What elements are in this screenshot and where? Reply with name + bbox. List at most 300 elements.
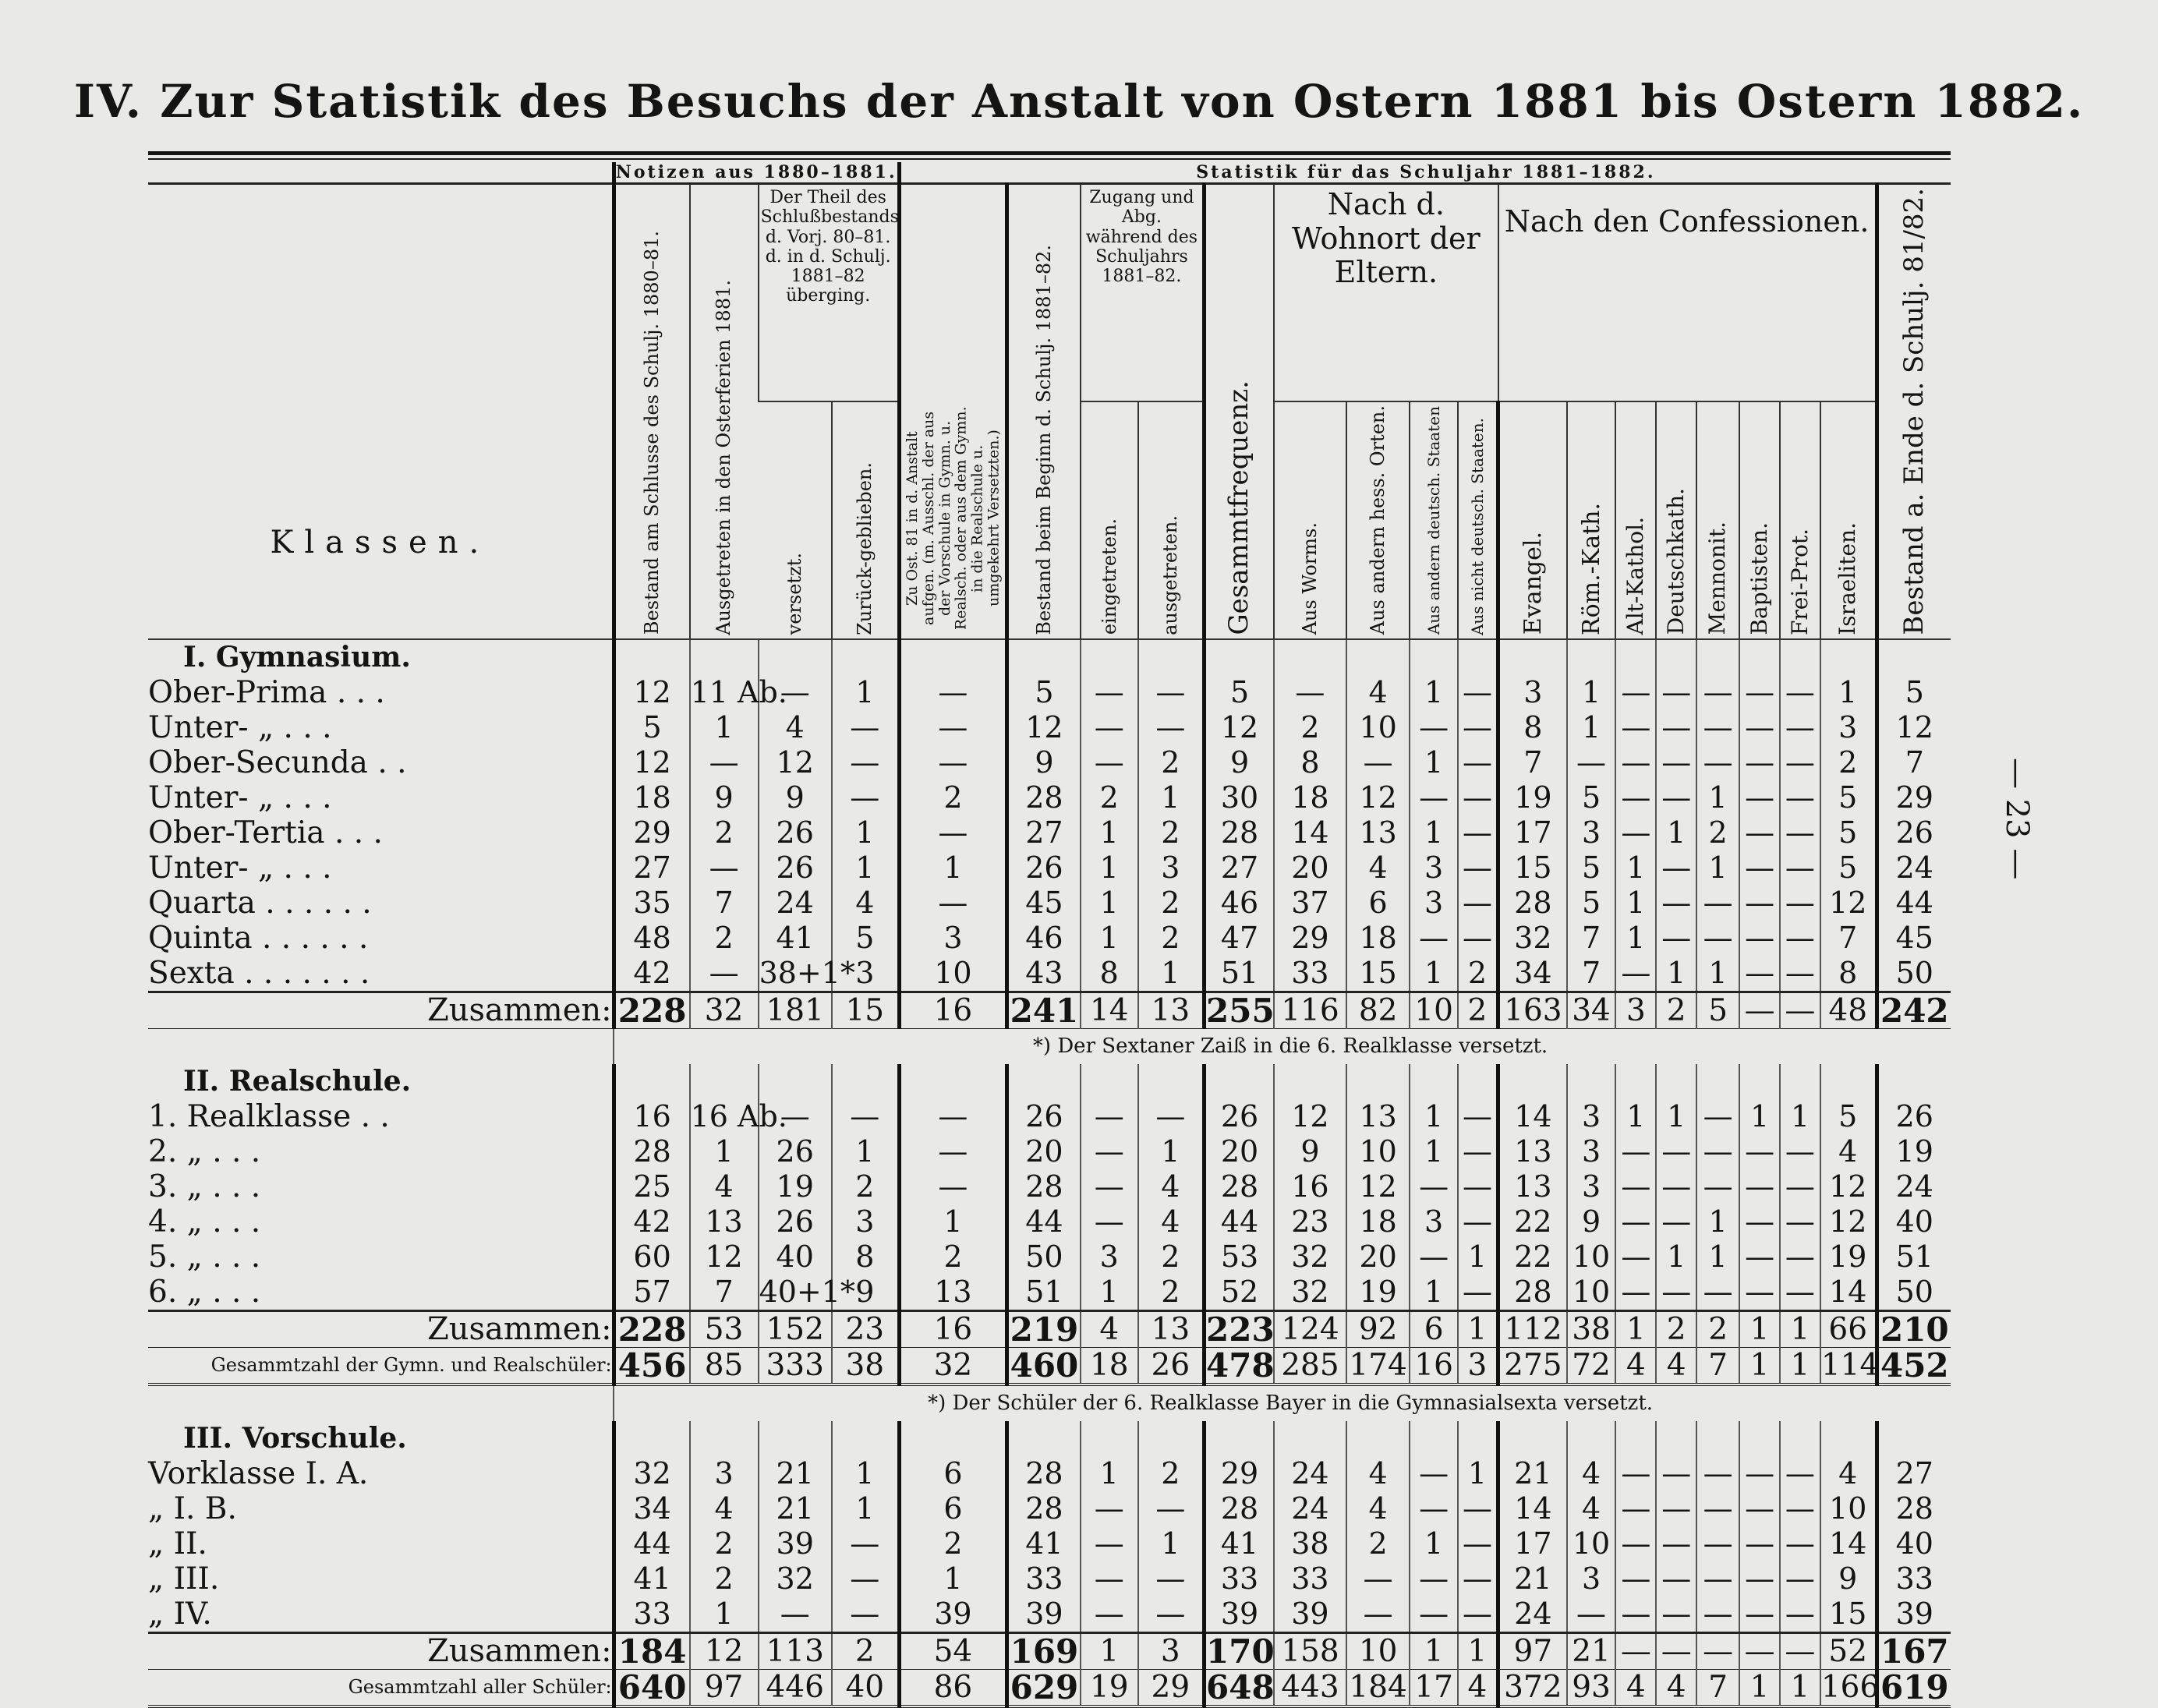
table-cell: 28 xyxy=(1007,1456,1081,1491)
table-row-label: „ I. B. xyxy=(148,1491,237,1526)
table-cell: — xyxy=(1739,1491,1780,1526)
table-cell: 21 xyxy=(1567,1632,1616,1669)
empty-cell xyxy=(1346,639,1410,675)
table-cell: 1 xyxy=(690,1134,759,1169)
empty-cell xyxy=(759,1064,832,1099)
table-cell: — xyxy=(1739,815,1780,850)
empty-cell xyxy=(1458,1421,1498,1456)
table-cell: 29 xyxy=(614,815,689,850)
table-cell: — xyxy=(1780,1491,1820,1526)
table-cell: 47 xyxy=(1205,921,1275,956)
table-cell: — xyxy=(1780,956,1820,992)
table-cell: 10 xyxy=(1567,1275,1616,1311)
sum-row-label: Zusammen: xyxy=(148,1632,614,1669)
table-cell: 18 xyxy=(1346,1204,1410,1239)
table-cell: — xyxy=(1615,780,1656,815)
table-cell: 3 xyxy=(1498,675,1567,710)
table-cell: 41 xyxy=(1205,1526,1275,1561)
table-cell: 22 xyxy=(1498,1239,1567,1275)
empty-cell xyxy=(899,1064,1006,1099)
table-cell: — xyxy=(1458,1134,1498,1169)
table-cell: — xyxy=(1656,1561,1696,1597)
table-cell: 15 xyxy=(1498,850,1567,886)
table-cell: — xyxy=(1567,1597,1616,1633)
empty-cell xyxy=(1205,639,1275,675)
table-cell: 3 xyxy=(1567,1561,1616,1597)
table-cell: 19 xyxy=(1346,1275,1410,1311)
empty-cell xyxy=(1877,639,1951,675)
table-cell: 5 xyxy=(1567,780,1616,815)
table-cell: 4 xyxy=(690,1491,759,1526)
col-aufgenommen: Zu Ost. 81 in d. Anstalt aufgen. (m. Ausschl. der aus der Vorschule in Gymn. u. Realsch. oder aus dem Gymn. in die Realschule u. umgekehrt Versetzten.) xyxy=(899,184,1006,639)
table-cell: 174 xyxy=(1346,1347,1410,1384)
table-cell: — xyxy=(1739,1597,1780,1633)
empty-cell xyxy=(1739,1421,1780,1456)
table-cell: 1 xyxy=(1081,850,1138,886)
empty-cell xyxy=(1410,1421,1457,1456)
empty-cell xyxy=(1346,1421,1410,1456)
table-cell: — xyxy=(1410,780,1457,815)
table-cell: 21 xyxy=(1498,1456,1567,1491)
table-cell: 13 xyxy=(1498,1169,1567,1204)
table-cell: 1 xyxy=(1458,1632,1498,1669)
table-cell: 228 xyxy=(614,992,689,1028)
table-cell: — xyxy=(1739,921,1780,956)
klassen-header: Klassen. xyxy=(148,184,614,639)
table-cell: 4 xyxy=(1346,675,1410,710)
table-cell: 124 xyxy=(1274,1310,1346,1347)
table-cell: 241 xyxy=(1007,992,1081,1028)
table-cell: 5 xyxy=(1820,850,1877,886)
table-cell: 53 xyxy=(1205,1239,1275,1275)
table-cell: 8 xyxy=(832,1239,899,1275)
table-cell: 23 xyxy=(832,1310,899,1347)
table-cell: 2 xyxy=(690,815,759,850)
col-bestand-ende: Bestand a. Ende d. Schulj. 81/82. xyxy=(1877,184,1951,639)
table-row xyxy=(148,710,1951,745)
table-cell: 1 xyxy=(1780,1347,1820,1384)
table-cell: 26 xyxy=(759,1204,832,1239)
table-cell: 1 xyxy=(899,1561,1006,1597)
table-cell: — xyxy=(1739,1204,1780,1239)
table-cell: 3 xyxy=(1410,850,1457,886)
table-cell: 9 xyxy=(1820,1561,1877,1597)
table-cell: — xyxy=(1780,1632,1820,1669)
table-cell: 1 xyxy=(1739,1099,1780,1134)
table-cell: — xyxy=(1696,1491,1739,1526)
table-cell: 12 xyxy=(690,1632,759,1669)
table-cell: — xyxy=(1696,1169,1739,1204)
empty-cell xyxy=(1138,1064,1205,1099)
table-cell: — xyxy=(1739,780,1780,815)
table-cell: 33 xyxy=(1274,1561,1346,1597)
table-cell: 7 xyxy=(1696,1669,1739,1706)
table-cell: 20 xyxy=(1346,1239,1410,1275)
table-cell: 223 xyxy=(1205,1310,1275,1347)
table-cell: 4 xyxy=(1567,1456,1616,1491)
table-row-label: Ober-Tertia . . . xyxy=(148,815,383,850)
table-cell: 452 xyxy=(1877,1347,1951,1384)
table-cell: 60 xyxy=(614,1239,689,1275)
table-cell: 3 xyxy=(832,956,899,992)
table-cell: 28 xyxy=(1205,1169,1275,1204)
table-cell: 26 xyxy=(1877,815,1951,850)
table-cell: 2 xyxy=(1138,815,1205,850)
table-row-label: 6. „ . . . xyxy=(148,1274,261,1310)
table-cell: 1 xyxy=(1081,1275,1138,1311)
group-notizen: Notizen aus 1880–1881. xyxy=(614,162,899,184)
table-cell: 39 xyxy=(1274,1597,1346,1633)
table-cell: — xyxy=(1739,1239,1780,1275)
empty-cell xyxy=(1498,1421,1567,1456)
table-cell: 26 xyxy=(1007,1099,1081,1134)
table-cell: — xyxy=(1458,1491,1498,1526)
table-cell: — xyxy=(1656,710,1696,745)
table-row-label: „ II. xyxy=(148,1526,207,1561)
table-cell: 32 xyxy=(1274,1239,1346,1275)
table-cell: 1 xyxy=(1410,815,1457,850)
table-cell: 167 xyxy=(1877,1632,1951,1669)
table-cell: — xyxy=(1656,1456,1696,1491)
table-cell: 28 xyxy=(1498,1275,1567,1311)
table-cell: 19 xyxy=(1081,1669,1138,1706)
empty-cell xyxy=(1780,1064,1820,1099)
table-cell: — xyxy=(1780,815,1820,850)
table-cell: 1 xyxy=(1410,1275,1457,1311)
table-cell: 3 xyxy=(1567,815,1616,850)
empty-cell xyxy=(1458,1064,1498,1099)
table-cell: 39 xyxy=(1205,1597,1275,1633)
table-cell: 15 xyxy=(832,992,899,1028)
table-cell: 3 xyxy=(1567,1169,1616,1204)
table-cell: 4 xyxy=(1346,850,1410,886)
table-cell: 41 xyxy=(614,1561,689,1597)
col-bestand-beginn: Bestand beim Beginn d. Schulj. 1881–82. xyxy=(1007,184,1081,639)
table-cell: 33 xyxy=(614,1597,689,1633)
table-cell: 4 xyxy=(690,1169,759,1204)
table-cell: — xyxy=(1780,1169,1820,1204)
table-cell: 4 xyxy=(1615,1669,1656,1706)
table-cell: 1 xyxy=(1780,1669,1820,1706)
table-cell: — xyxy=(1458,675,1498,710)
table-cell: 39 xyxy=(759,1526,832,1561)
empty-cell xyxy=(1820,639,1877,675)
table-cell: 12 xyxy=(614,675,689,710)
table-cell: 1 xyxy=(832,850,899,886)
empty-cell xyxy=(690,1421,759,1456)
table-cell: — xyxy=(1780,675,1820,710)
table-cell: 5 xyxy=(1007,675,1081,710)
table-cell: — xyxy=(1656,850,1696,886)
table-cell: 32 xyxy=(899,1347,1006,1384)
table-cell: 42 xyxy=(614,956,689,992)
table-cell: 10 xyxy=(1346,1134,1410,1169)
table-cell: — xyxy=(1615,1561,1656,1597)
table-cell: 5 xyxy=(1820,815,1877,850)
table-cell: 9 xyxy=(690,780,759,815)
header-row xyxy=(148,184,1951,402)
table-cell: 2 xyxy=(832,1632,899,1669)
table-cell: — xyxy=(1081,1526,1138,1561)
table-cell: 86 xyxy=(899,1669,1006,1706)
table-cell: 1 xyxy=(1696,1204,1739,1239)
table-cell: 1 xyxy=(832,815,899,850)
table-cell: 44 xyxy=(614,1526,689,1561)
empty-cell xyxy=(759,639,832,675)
table-cell: 29 xyxy=(1274,921,1346,956)
table-cell: 7 xyxy=(690,1275,759,1311)
table-cell: 1 xyxy=(1696,1239,1739,1275)
sum-row-label: Zusammen: xyxy=(148,992,614,1028)
empty-cell xyxy=(1739,1064,1780,1099)
table-cell: 1 xyxy=(1410,1099,1457,1134)
table-row xyxy=(148,921,1951,956)
table-cell: 1 xyxy=(1615,886,1656,921)
table-cell: 2 xyxy=(690,921,759,956)
table-cell: — xyxy=(1780,745,1820,780)
table-cell: 2 xyxy=(1696,815,1739,850)
table-cell: — xyxy=(1696,745,1739,780)
grand-total-row-label: Gesammtzahl aller Schüler: xyxy=(148,1669,614,1706)
table-cell: 3 xyxy=(1138,1632,1205,1669)
table-cell: 9 xyxy=(1567,1204,1616,1239)
table-cell: 4 xyxy=(1820,1456,1877,1491)
table-cell: 3 xyxy=(1138,850,1205,886)
table-cell: 1 xyxy=(832,1491,899,1526)
empty-cell xyxy=(1780,1421,1820,1456)
section-title: III. Vorschule. xyxy=(183,1421,407,1455)
table-cell: — xyxy=(690,745,759,780)
table-cell: 112 xyxy=(1498,1310,1567,1347)
table-cell: — xyxy=(1615,1491,1656,1526)
table-cell: 5 xyxy=(1567,886,1616,921)
table-cell: — xyxy=(832,710,899,745)
empty-cell xyxy=(1820,1421,1877,1456)
table-cell: — xyxy=(1696,1275,1739,1311)
table-cell: 2 xyxy=(1458,992,1498,1028)
table-cell: 10 xyxy=(1567,1526,1616,1561)
table-cell: 4 xyxy=(1656,1669,1696,1706)
table-cell: — xyxy=(1780,1275,1820,1311)
table-cell: 14 xyxy=(1274,815,1346,850)
table-row xyxy=(148,1275,1951,1311)
table-cell: — xyxy=(899,815,1006,850)
table-row xyxy=(148,956,1951,992)
table-cell: 12 xyxy=(1346,780,1410,815)
table-cell: 1 xyxy=(1739,1310,1780,1347)
table-cell: 2 xyxy=(899,1239,1006,1275)
table-cell: 13 xyxy=(1498,1134,1567,1169)
table-row xyxy=(148,886,1951,921)
table-cell: 456 xyxy=(614,1347,689,1384)
table-cell: — xyxy=(1739,1561,1780,1597)
col-aus-andern: Aus andern hess. Orten. xyxy=(1346,401,1410,638)
table-cell: — xyxy=(690,850,759,886)
table-cell: 169 xyxy=(1007,1632,1081,1669)
empty-cell xyxy=(1274,1421,1346,1456)
empty-cell xyxy=(1274,1064,1346,1099)
table-cell: 2 xyxy=(899,1526,1006,1561)
table-cell: — xyxy=(1739,956,1780,992)
table-cell: 184 xyxy=(614,1632,689,1669)
col-frei: Frei-Prot. xyxy=(1780,401,1820,638)
empty-cell xyxy=(1205,1064,1275,1099)
table-cell: 10 xyxy=(899,956,1006,992)
grand-total-row xyxy=(148,1347,1951,1384)
table-row xyxy=(148,1526,1951,1561)
table-cell: 53 xyxy=(690,1310,759,1347)
table-cell: — xyxy=(1696,1456,1739,1491)
empty-cell xyxy=(832,1064,899,1099)
table-cell: — xyxy=(1615,1239,1656,1275)
table-cell: 97 xyxy=(690,1669,759,1706)
table-cell: 52 xyxy=(1205,1275,1275,1311)
table-cell: — xyxy=(1696,710,1739,745)
table-cell: 26 xyxy=(759,1134,832,1169)
table-cell: 8 xyxy=(1498,710,1567,745)
table-cell: 26 xyxy=(1205,1099,1275,1134)
table-cell: — xyxy=(1615,956,1656,992)
table-cell: 50 xyxy=(1007,1239,1081,1275)
table-cell: 50 xyxy=(1877,956,1951,992)
table-cell: 16 xyxy=(899,1310,1006,1347)
table-cell: 1 xyxy=(1138,780,1205,815)
table-cell: 39 xyxy=(1877,1597,1951,1633)
table-cell: 1 xyxy=(1138,1134,1205,1169)
table-cell: 18 xyxy=(614,780,689,815)
table-row xyxy=(148,1456,1951,1491)
table-cell: — xyxy=(1696,1099,1739,1134)
top-rule-thin xyxy=(148,158,1951,160)
table-cell: — xyxy=(1138,1491,1205,1526)
empty-cell xyxy=(1567,1421,1616,1456)
table-cell: 66 xyxy=(1820,1310,1877,1347)
table-cell: 93 xyxy=(1567,1669,1616,1706)
table-cell: 5 xyxy=(614,710,689,745)
table-cell: — xyxy=(1615,675,1656,710)
table-cell: 44 xyxy=(1007,1204,1081,1239)
empty-cell xyxy=(614,1421,689,1456)
table-cell: 14 xyxy=(1081,992,1138,1028)
table-cell: 38 xyxy=(1274,1526,1346,1561)
table-cell: 13 xyxy=(1138,1310,1205,1347)
table-cell: 24 xyxy=(1274,1491,1346,1526)
table-cell: 1 xyxy=(1615,850,1656,886)
table-cell: 28 xyxy=(1007,780,1081,815)
table-cell: — xyxy=(1780,1561,1820,1597)
table-row xyxy=(148,1099,1951,1134)
table-cell: — xyxy=(1615,710,1656,745)
table-cell: — xyxy=(1656,675,1696,710)
table-cell: 41 xyxy=(759,921,832,956)
table-row xyxy=(148,1239,1951,1275)
table-cell: 33 xyxy=(1205,1561,1275,1597)
table-cell: 26 xyxy=(759,815,832,850)
table-cell: — xyxy=(1656,780,1696,815)
table-row-label: 4. „ . . . xyxy=(148,1204,261,1239)
empty-cell xyxy=(1138,639,1205,675)
table-cell: — xyxy=(1615,1275,1656,1311)
table-cell: 15 xyxy=(1820,1597,1877,1633)
col-alt: Alt-Kathol. xyxy=(1615,401,1656,638)
empty-cell xyxy=(832,639,899,675)
section-header xyxy=(148,1421,1951,1456)
table-cell: 44 xyxy=(1877,886,1951,921)
table-row-label: Sexta . . . . . . . xyxy=(148,955,370,991)
table-cell: — xyxy=(1410,710,1457,745)
table-cell: 32 xyxy=(1274,1275,1346,1311)
table-cell: 27 xyxy=(1007,815,1081,850)
table-cell: 34 xyxy=(1567,992,1616,1028)
table-cell: 72 xyxy=(1567,1347,1616,1384)
table-cell: — xyxy=(1739,1169,1780,1204)
table-cell: 26 xyxy=(1007,850,1081,886)
table-cell: — xyxy=(759,1099,832,1134)
table-cell: 33 xyxy=(1007,1561,1081,1597)
table-cell: 1 xyxy=(1615,1310,1656,1347)
table-cell: 5 xyxy=(832,921,899,956)
table-cell: 12 xyxy=(759,745,832,780)
table-row-label: Vorklasse I. A. xyxy=(148,1455,369,1491)
table-cell: 3 xyxy=(690,1456,759,1491)
table-cell: 5 xyxy=(1820,780,1877,815)
table-cell: 1 xyxy=(899,1204,1006,1239)
col-aus-nicht: Aus nicht deutsch. Staaten. xyxy=(1458,401,1498,638)
table-cell: — xyxy=(1410,1456,1457,1491)
table-cell: 8 xyxy=(1274,745,1346,780)
table-cell: 1 xyxy=(832,1456,899,1491)
table-cell: 24 xyxy=(759,886,832,921)
table-cell: — xyxy=(1458,1099,1498,1134)
table-row xyxy=(148,745,1951,780)
empty-cell xyxy=(614,1064,689,1099)
table-cell: 21 xyxy=(759,1456,832,1491)
table-cell: 45 xyxy=(1007,886,1081,921)
table-cell: 12 xyxy=(1007,710,1081,745)
table-cell: 7 xyxy=(690,886,759,921)
table-cell: 2 xyxy=(1138,1275,1205,1311)
table-cell: 28 xyxy=(1205,815,1275,850)
table-cell: 1 xyxy=(832,675,899,710)
col-eingetreten: eingetreten. xyxy=(1081,401,1138,638)
table-cell: 43 xyxy=(1007,956,1081,992)
table-cell: — xyxy=(1081,745,1138,780)
table-cell: — xyxy=(832,1526,899,1561)
table-cell: 38 xyxy=(832,1347,899,1384)
table-cell: 629 xyxy=(1007,1669,1081,1706)
table-cell: — xyxy=(1346,745,1410,780)
table-cell: 114 xyxy=(1820,1347,1880,1383)
table-cell: — xyxy=(1739,886,1780,921)
table-cell: 24 xyxy=(1877,1169,1951,1204)
table-cell: 19 xyxy=(1877,1134,1951,1169)
table-cell: 14 xyxy=(1498,1491,1567,1526)
table-cell: 39 xyxy=(1007,1597,1081,1633)
empty-cell xyxy=(1274,639,1346,675)
table-cell: 13 xyxy=(1138,992,1205,1028)
table-cell: — xyxy=(1567,745,1616,780)
footnote-row xyxy=(148,1028,1951,1064)
table-cell: 4 xyxy=(1567,1491,1616,1526)
table-cell: — xyxy=(1696,1134,1739,1169)
table-cell: 1 xyxy=(1458,1239,1498,1275)
empty-cell xyxy=(1081,1064,1138,1099)
footnote xyxy=(614,1384,1951,1421)
table-cell: 35 xyxy=(614,886,689,921)
col-wohnort: Nach d. Wohnort der Eltern. xyxy=(1274,184,1498,402)
table-cell: 38 xyxy=(1567,1310,1616,1347)
table-cell: — xyxy=(1081,1169,1138,1204)
